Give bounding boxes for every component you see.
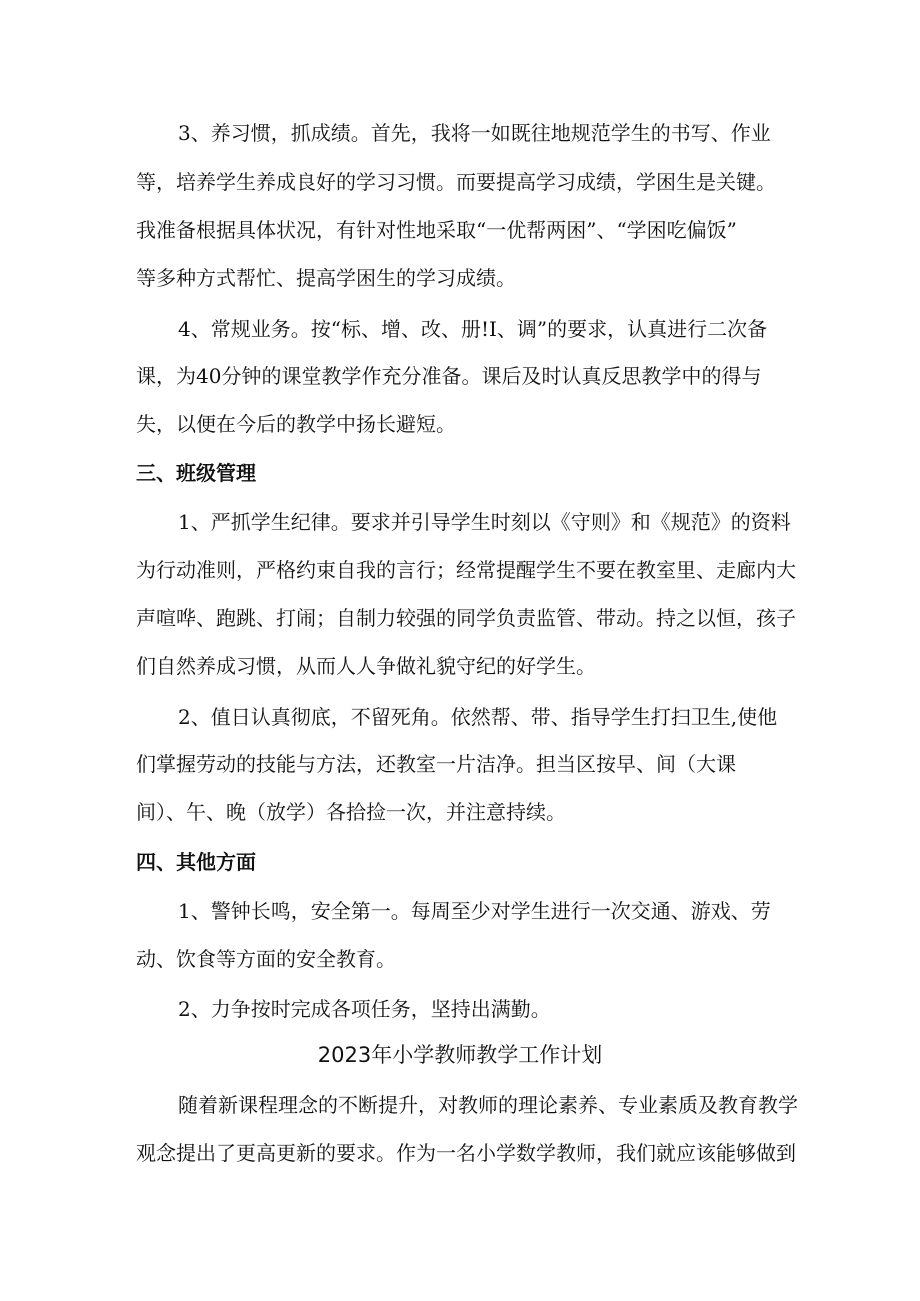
paragraph-line: 3、养习惯，抓成绩。首先，我将一如既往地规范学生的书写、作业 <box>178 121 771 145</box>
paragraph-line: 2、力争按时完成各项任务，坚持出满勤。 <box>178 997 551 1021</box>
paragraph-line: 失，以便在今后的教学中扬长避短。 <box>136 412 456 436</box>
paragraph-line: 等，培养学生养成良好的学习习惯。而要提高学习成绩，学困生是关键。 <box>136 170 776 194</box>
paragraph-line: 们自然养成习惯，从而人人争做礼貌守纪的好学生。 <box>136 654 596 678</box>
paragraph-line: 观念提出了更高更新的要求。作为一名小学数学教师，我们就应该能够做到 <box>136 1141 796 1165</box>
paragraph-line: 我准备根据具体状况，有针对性地采取“一优帮两困”、“学困吃偏饭” <box>136 218 737 242</box>
paragraph-line: 随着新课程理念的不断提升，对教师的理论素养、专业素质及教育教学 <box>178 1093 798 1117</box>
paragraph-line: 4、常规业务。按“标、增、改、册!I、调”的要求，认真进行二次备 <box>178 317 768 341</box>
paragraph-line: 为行动准则，严格约束自我的言行；经常提醒学生不要在教室里、走廊内大 <box>136 558 796 582</box>
paragraph-line: 动、饮食等方面的安全教育。 <box>136 947 396 971</box>
section-heading: 四、其他方面 <box>136 850 256 874</box>
document-title: 2023年小学教师教学工作计划 <box>317 1043 603 1067</box>
paragraph-line: 们掌握劳动的技能与方法，还教室一片洁净。担当区按早、间（大课 <box>136 752 736 776</box>
paragraph-line: 声喧哗、跑跳、打闹；自制力较强的同学负责监管、带动。持之以恒，孩子 <box>136 606 796 630</box>
paragraph-line: 课，为40分钟的课堂教学作充分准备。课后及时认真反思教学中的得与 <box>136 364 762 388</box>
paragraph-line: 1、警钟长鸣，安全第一。每周至少对学生进行一次交通、游戏、劳 <box>178 899 771 923</box>
paragraph-line: 2、值日认真彻底，不留死角。依然帮、带、指导学生打扫卫生,使他 <box>178 705 778 729</box>
paragraph-line: 间）、午、晚（放学）各拾捡一次，并注意持续。 <box>136 800 566 824</box>
section-heading: 三、班级管理 <box>136 461 256 485</box>
paragraph-line: 1、严抓学生纪律。要求并引导学生时刻以《守则》和《规范》的资料 <box>178 510 791 534</box>
paragraph-line: 等多种方式帮忙、提高学困生的学习成绩。 <box>136 266 516 290</box>
